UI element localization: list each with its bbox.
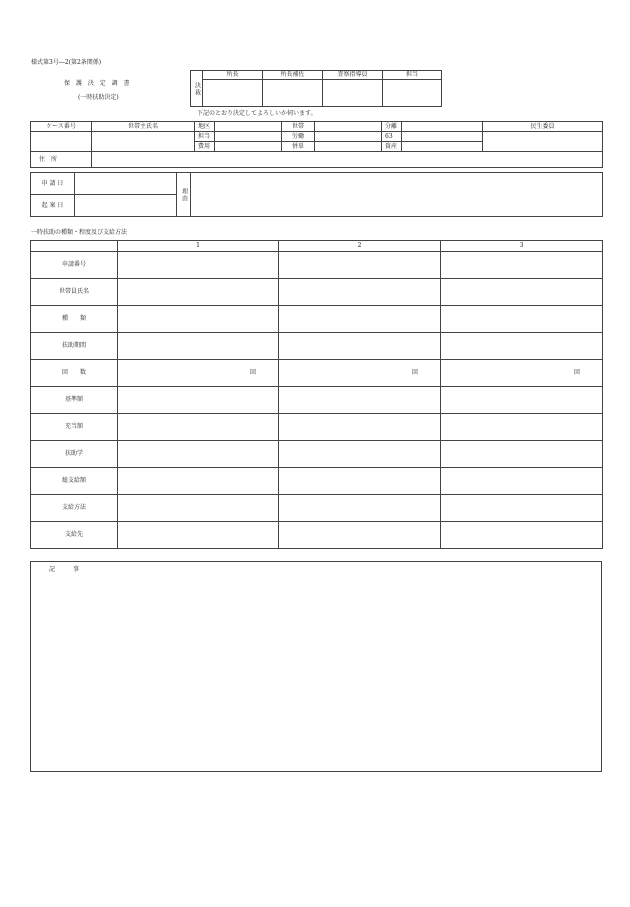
row-label-type: 種 類 xyxy=(31,306,118,333)
period-2[interactable] xyxy=(279,333,441,360)
assistance-amount-3[interactable] xyxy=(441,441,603,468)
member-name-2[interactable] xyxy=(279,279,441,306)
household-type-label: 世帯 xyxy=(282,122,315,132)
assistance-col-1: 1 xyxy=(118,241,279,252)
assistance-table xyxy=(30,240,603,549)
householder-field[interactable] xyxy=(92,132,195,152)
household-type-field[interactable] xyxy=(315,122,382,132)
householder-label: 世帯主氏名 xyxy=(92,122,195,132)
category-field[interactable] xyxy=(402,122,483,132)
tanto-field[interactable] xyxy=(215,132,282,142)
payee-3[interactable] xyxy=(441,522,603,549)
period-3[interactable] xyxy=(441,333,603,360)
case-info-table xyxy=(30,121,603,168)
category-value: 63 xyxy=(382,132,402,142)
type-1[interactable] xyxy=(118,306,279,333)
form-number: 様式第3号―2(第2条関係) xyxy=(31,59,102,66)
count-3[interactable] xyxy=(441,360,603,387)
standard-amount-2[interactable] xyxy=(279,387,441,414)
dates-table xyxy=(30,172,603,217)
assistance-col-3: 3 xyxy=(441,241,603,252)
member-name-3[interactable] xyxy=(441,279,603,306)
row-label-count: 回 数 xyxy=(31,360,118,387)
draft-date-label: 起 案 日 xyxy=(31,195,75,217)
approval-col-director: 所長 xyxy=(203,71,263,80)
draft-date-field[interactable] xyxy=(75,195,177,217)
standard-amount-1[interactable] xyxy=(118,387,279,414)
case-number-label: ケース番号 xyxy=(31,122,92,132)
tanto-label: 担当 xyxy=(195,132,215,142)
assets-label: 資産 xyxy=(382,142,402,152)
type-2[interactable] xyxy=(279,306,441,333)
payee-1[interactable] xyxy=(118,522,279,549)
concurrent-field[interactable] xyxy=(315,142,382,152)
payee-2[interactable] xyxy=(279,522,441,549)
row-label-period: 扶助期間 xyxy=(31,333,118,360)
concurrent-label: 併単 xyxy=(282,142,315,152)
row-label-payee: 支給先 xyxy=(31,522,118,549)
count-2[interactable] xyxy=(279,360,441,387)
row-label-total-amount: 総支給額 xyxy=(31,468,118,495)
assets-field[interactable] xyxy=(402,142,483,152)
approval-col-supervisor: 査察指導員 xyxy=(323,71,383,80)
category-value-field[interactable] xyxy=(402,132,483,142)
assistance-section-title: 一時扶助の種類・程度及び支給方法 xyxy=(31,229,128,236)
approval-stamp-deputy[interactable] xyxy=(263,80,323,107)
member-name-1[interactable] xyxy=(118,279,279,306)
district-label: 地区 xyxy=(195,122,215,132)
case-number-field[interactable] xyxy=(31,132,92,152)
assistance-col-2: 2 xyxy=(279,241,441,252)
allocated-amount-2[interactable] xyxy=(279,414,441,441)
row-label-allocated-amount: 充当額 xyxy=(31,414,118,441)
payment-method-2[interactable] xyxy=(279,495,441,522)
assistance-amount-1[interactable] xyxy=(118,441,279,468)
application-number-1[interactable] xyxy=(118,252,279,279)
approval-stamp-supervisor[interactable] xyxy=(323,80,383,107)
application-number-2[interactable] xyxy=(279,252,441,279)
standard-amount-3[interactable] xyxy=(441,387,603,414)
assistance-amount-2[interactable] xyxy=(279,441,441,468)
count-unit-3: 回 xyxy=(573,369,580,376)
allocated-amount-3[interactable] xyxy=(441,414,603,441)
notes-label: 記 事 xyxy=(49,566,80,573)
address-field[interactable] xyxy=(92,152,603,168)
total-amount-3[interactable] xyxy=(441,468,603,495)
payment-method-3[interactable] xyxy=(441,495,603,522)
approval-table xyxy=(190,70,442,107)
payment-method-1[interactable] xyxy=(118,495,279,522)
count-unit-2: 回 xyxy=(411,369,418,376)
request-text: 下記のとおり決定してよろしいか伺います。 xyxy=(197,110,317,117)
document-subtitle: (一時扶助決定) xyxy=(78,94,119,101)
welfare-commissioner-label: 民生委員 xyxy=(483,122,603,132)
row-label-member-name: 世帯員氏名 xyxy=(31,279,118,306)
count-1[interactable] xyxy=(118,360,279,387)
welfare-commissioner-field[interactable] xyxy=(483,132,603,152)
approval-col-deputy: 所長補佐 xyxy=(263,71,323,80)
cost-field[interactable] xyxy=(215,142,282,152)
application-date-field[interactable] xyxy=(75,173,177,195)
total-amount-2[interactable] xyxy=(279,468,441,495)
row-label-standard-amount: 基準額 xyxy=(31,387,118,414)
reason-label: 理由 xyxy=(177,173,191,217)
address-label: 住 所 xyxy=(31,152,92,168)
approval-side-label: 決裁 xyxy=(191,71,203,107)
period-1[interactable] xyxy=(118,333,279,360)
approval-stamp-staff[interactable] xyxy=(383,80,442,107)
reason-field[interactable] xyxy=(191,173,603,217)
notes-box[interactable] xyxy=(30,561,602,772)
assistance-header-blank xyxy=(31,241,118,252)
row-label-application-number: 申請番号 xyxy=(31,252,118,279)
type-3[interactable] xyxy=(441,306,603,333)
labor-label: 労働 xyxy=(282,132,315,142)
cost-label: 費用 xyxy=(195,142,215,152)
labor-field[interactable] xyxy=(315,132,382,142)
application-date-label: 申 請 日 xyxy=(31,173,75,195)
allocated-amount-1[interactable] xyxy=(118,414,279,441)
approval-stamp-director[interactable] xyxy=(203,80,263,107)
district-field[interactable] xyxy=(215,122,282,132)
category-label: 分離 xyxy=(382,122,402,132)
row-label-payment-method: 支給方法 xyxy=(31,495,118,522)
document-title: 保 護 決 定 調 書 xyxy=(64,80,132,87)
total-amount-1[interactable] xyxy=(118,468,279,495)
approval-col-staff: 担当 xyxy=(383,71,442,80)
count-unit-1: 回 xyxy=(249,369,256,376)
row-label-assistance-amount: 扶助学 xyxy=(31,441,118,468)
application-number-3[interactable] xyxy=(441,252,603,279)
